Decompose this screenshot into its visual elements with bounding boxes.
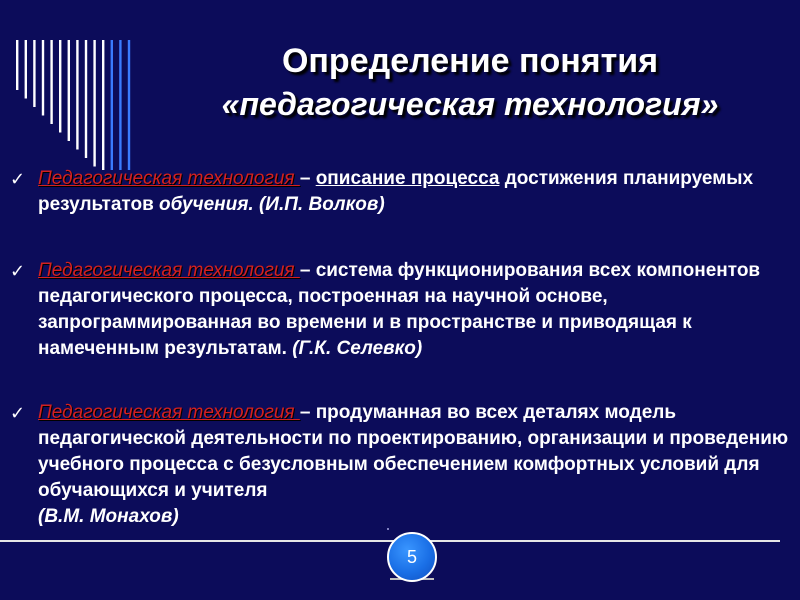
definition-text: система функционирования всех компонентов педагогического процесса, построенная на научной основе, запрограммированная во времени и в пространстве и приводящая к намеченным результатам. [38,260,761,359]
decorative-bar [93,40,95,167]
decorative-bar [85,40,87,158]
decorative-dot [387,528,389,530]
definition-term: Педагогическая технология [38,402,300,423]
decorative-bars [0,0,140,170]
decorative-bar [111,40,113,170]
definition-item [10,258,790,362]
decorative-bar [42,40,44,116]
decorative-bar [128,40,130,170]
decorative-bar [33,40,35,107]
page-number-badge: 5 [387,532,437,582]
decorative-bar [16,40,18,90]
definition-author: (Г.К. Селевко) [292,338,423,359]
footer-divider [0,540,780,542]
definition-author: (В.М. Монахов) [38,506,179,527]
definition-text: достижения планируемых результатов [38,168,754,215]
page-title: Определение понятия [281,42,659,80]
checkmark-icon: ✓ [10,403,26,423]
definition-term: Педагогическая технология [38,168,300,189]
definitions-list [10,166,790,570]
definition-text: продуманная во всех деталях модель педагогической деятельности по проектированию, организации и проведению учебного процесса с безусловным обеспечением комфортных условий для обучающихся и учителя [38,402,789,501]
definition-dash: – [299,168,316,189]
decorative-bar [76,40,78,150]
definition-dash: – [299,260,316,281]
page-subtitle: «педагогическая технология» [221,86,719,122]
definition-author: обучения. (И.П. Волков) [159,194,385,215]
decorative-bar [25,40,27,99]
decorative-bar [119,40,121,170]
definition-item [10,166,790,218]
checkmark-icon: ✓ [10,261,26,281]
decorative-bar [50,40,52,124]
decorative-bar [102,40,104,170]
decorative-bar [68,40,70,141]
definition-dash: – [299,402,316,423]
checkmark-icon: ✓ [10,169,26,189]
definition-item [10,400,790,530]
title-block [150,40,790,126]
definition-term: Педагогическая технология [38,260,300,281]
decorative-bar [59,40,61,133]
definition-text-underlined: описание процесса [315,168,500,189]
